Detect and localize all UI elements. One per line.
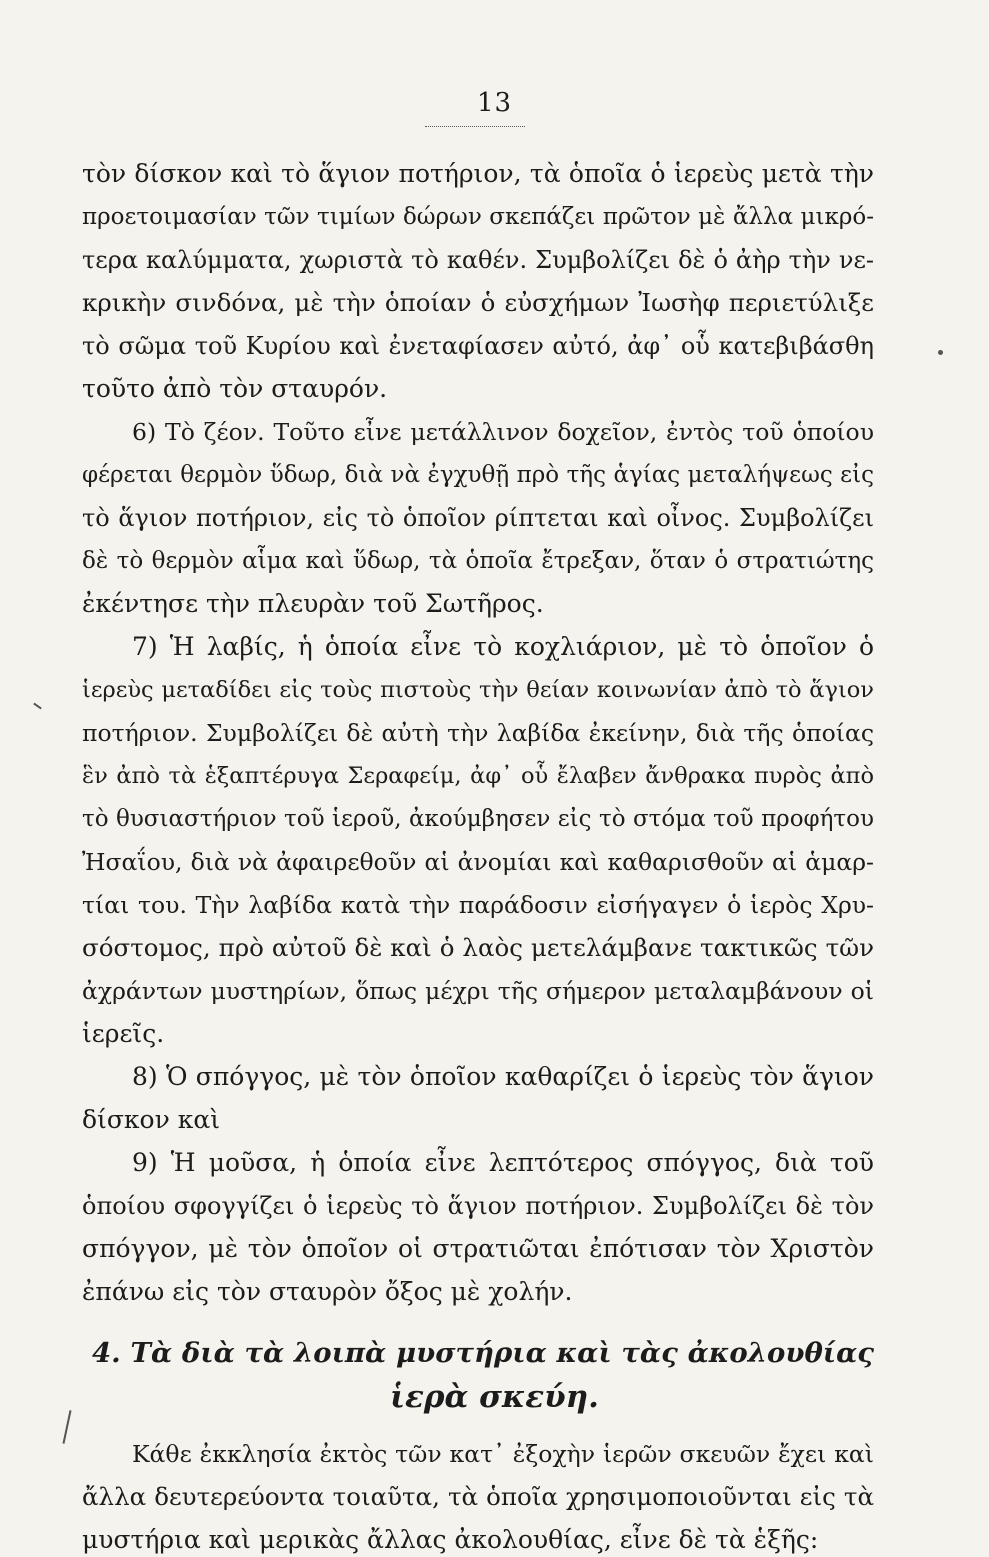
scan-speck [33, 703, 42, 710]
text-line: ἐκέντησε τὴν πλευρὰν τοῦ Σωτῆρος. [82, 589, 544, 618]
text-line: δίσκον καὶ [82, 1105, 221, 1134]
scan-speck [938, 350, 943, 355]
text-line: 9) Ἡ μοῦσα, ἡ ὁποία εἶνε λεπτότερος σπόγγος, διὰ τοῦ [132, 1148, 874, 1177]
section-heading-line-2: ἱερὰ σκεύη. [390, 1379, 599, 1415]
text-line: σόστομος, πρὸ αὐτοῦ δὲ καὶ ὁ λαὸς μετελάμβανε τακτικῶς τῶν [82, 933, 874, 962]
page-number: 13 [476, 88, 513, 118]
text-line: 8) Ὁ σπόγγος, μὲ τὸν ὁποῖον καθαρίζει ὁ ἱερεὺς τὸν ἅγιον [132, 1062, 874, 1091]
text-line: ἄλλα δευτερεύοντα τοιαῦτα, τὰ ὁποῖα χρησιμοποιοῦνται εἰς τὰ [82, 1482, 874, 1511]
text-line: ἱερεῖς. [82, 1019, 165, 1048]
text-line: τὸν δίσκον καὶ τὸ ἅγιον ποτήριον, τὰ ὁποῖα ὁ ἱερεὺς μετὰ τὴν [82, 159, 874, 188]
text-line: σπόγγον, μὲ τὸν ὁποῖον οἱ στρατιῶται ἐπότισαν τὸν Χριστὸν [82, 1234, 874, 1263]
text-line: ἱερεὺς μεταδίδει εἰς τοὺς πιστοὺς τὴν θείαν κοινωνίαν ἀπὸ τὸ ἅγιον [82, 677, 874, 703]
text-line: Ἠσαΐου, διὰ νὰ ἀφαιρεθοῦν αἱ ἀνομίαι καὶ καθαρισθοῦν αἱ ἁμαρ- [82, 848, 874, 876]
text-line: τίαι του. Τὴν λαβίδα κατὰ τὴν παράδοσιν εἰσήγαγεν ὁ ἱερὸς Χρυ- [82, 891, 874, 919]
text-line: τοῦτο ἀπὸ τὸν σταυρόν. [82, 374, 388, 403]
text-line: φέρεται θερμὸν ὕδωρ, διὰ νὰ ἐγχυθῇ πρὸ τῆς ἁγίας μεταλήψεως εἰς [82, 462, 874, 488]
text-line: τὸ σῶμα τοῦ Κυρίου καὶ ἐνεταφίασεν αὐτό, ἀφ᾽ οὗ κατεβιβάσθη [82, 332, 874, 360]
page-number-rule [425, 126, 525, 127]
text-line: ἓν ἀπὸ τὰ ἑξαπτέρυγα Σεραφείμ, ἀφ᾽ οὗ ἔλαβεν ἄνθρακα πυρὸς ἀπὸ [82, 763, 874, 789]
text-line: Κάθε ἐκκλησία ἐκτὸς τῶν κατ᾽ ἐξοχὴν ἱερῶν σκευῶν ἔχει καὶ [132, 1440, 874, 1468]
text-line: 6) Τὸ ζέον. Τοῦτο εἶνε μετάλλινον δοχεῖον, ἐντὸς τοῦ ὁποίου [132, 418, 874, 446]
text-line: ὁποίου σφογγίζει ὁ ἱερεὺς τὸ ἅγιον ποτήριον. Συμβολίζει δὲ τὸν [82, 1192, 874, 1220]
text-line: κρικὴν σινδόνα, μὲ τὴν ὁποίαν ὁ εὐσχήμων Ἰωσὴφ περιετύλιξε [82, 288, 874, 317]
text-line: προετοιμασίαν τῶν τιμίων δώρων σκεπάζει πρῶτον μὲ ἄλλα μικρό- [82, 204, 874, 230]
text-line: μυστήρια καὶ μερικὰς ἄλλας ἀκολουθίας, εἶνε δὲ τὰ ἑξῆς: [82, 1525, 819, 1554]
text-line: ποτήριον. Συμβολίζει δὲ αὐτὴ τὴν λαβίδα ἐκείνην, διὰ τῆς ὁποίας [82, 719, 874, 747]
text-line: τὸ θυσιαστήριον τοῦ ἱεροῦ, ἀκούμβησεν εἰς τὸ στόμα τοῦ προφήτου [82, 806, 874, 832]
text-line: ἐπάνω εἰς τὸν σταυρὸν ὄξος μὲ χολήν. [82, 1277, 573, 1306]
text-line: ἀχράντων μυστηρίων, ὅπως μέχρι τῆς σήμερον μεταλαμβάνουν οἱ [82, 977, 874, 1005]
text-line: 7) Ἡ λαβίς, ἡ ὁποία εἶνε τὸ κοχλιάριον, μὲ τὸ ὁποῖον ὁ [132, 632, 874, 661]
section-heading-line-1: 4. Τὰ διὰ τὰ λοιπὰ μυστήρια καὶ τὰς ἀκολουθίας [92, 1337, 874, 1369]
text-line: δὲ τὸ θερμὸν αἷμα καὶ ὕδωρ, τὰ ὁποῖα ἔτρεξαν, ὅταν ὁ στρατιώτης [82, 548, 874, 574]
text-line: τερα καλύμματα, χωριστὰ τὸ καθέν. Συμβολίζει δὲ ὁ ἀὴρ τὴν νε- [82, 246, 874, 274]
text-line: τὸ ἅγιον ποτήριον, εἰς τὸ ὁποῖον ρίπτεται καὶ οἶνος. Συμβολίζει [82, 504, 874, 532]
